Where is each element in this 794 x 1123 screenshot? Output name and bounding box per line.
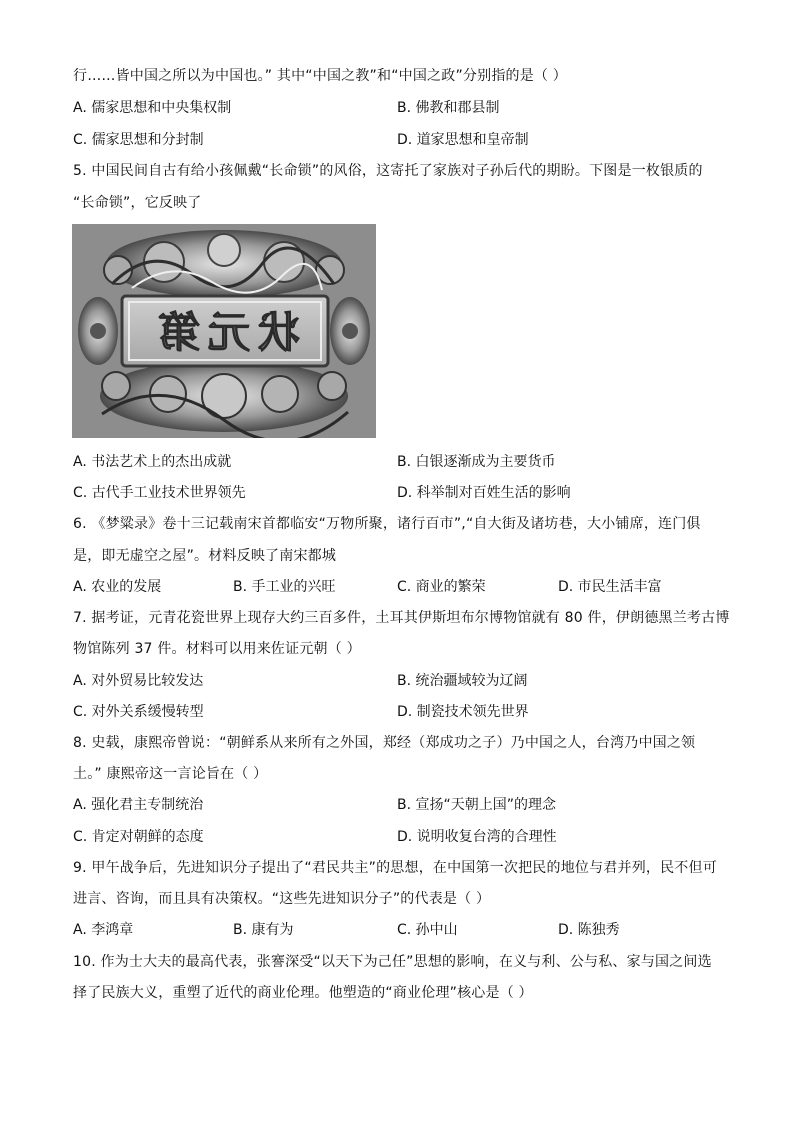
q7-stem-line-1: 7. 据考证，元青花瓷世界上现存大约三百多件，土耳其伊斯坦布尔博物馆就有 80 件，伊朗德黑兰考古博 xyxy=(73,610,730,626)
q6-option-a: A. 农业的发展 xyxy=(73,579,162,595)
q9-stem-line-2: 进言、咨询，而且具有决策权。“这些先进知识分子”的代表是（ ） xyxy=(73,891,491,907)
q6-option-b: B. 手工业的兴旺 xyxy=(233,579,336,595)
q7-stem-line-2: 物馆陈列 37 件。材料可以用来佐证元朝（ ） xyxy=(73,641,361,657)
q8-option-b: B. 宣扬“天朝上国”的理念 xyxy=(397,797,557,813)
q5-option-d: D. 科举制对百姓生活的影响 xyxy=(397,485,571,501)
q4-option-a: A. 儒家思想和中央集权制 xyxy=(73,100,232,116)
q5-option-b: B. 白银逐渐成为主要货币 xyxy=(397,454,556,470)
q7-option-b: B. 统治疆域较为辽阔 xyxy=(397,673,528,689)
q8-option-c: C. 肯定对朝鲜的态度 xyxy=(73,829,204,845)
q8-option-a: A. 强化君主专制统治 xyxy=(73,797,204,813)
q5-stem-line-2: “长命锁”，它反映了 xyxy=(73,195,202,211)
q6-stem-line-2: 是，即无虚空之屋”。材料反映了南宋都城 xyxy=(73,548,337,564)
dragon-ornament-top xyxy=(104,230,344,298)
q4-option-c: C. 儒家思想和分封制 xyxy=(73,132,204,148)
q6-option-c: C. 商业的繁荣 xyxy=(397,579,486,595)
q4-option-d: D. 道家思想和皇帝制 xyxy=(397,132,529,148)
q6-stem-line-1: 6. 《梦粱录》卷十三记载南宋首都临安“万物所聚，诸行百市”,“自大街及诸坊巷，大小铺席，连门俱 xyxy=(73,516,701,532)
silver-longevity-lock-image xyxy=(72,224,376,438)
q9-option-c: C. 孙中山 xyxy=(397,922,458,938)
q9-option-d: D. 陈独秀 xyxy=(558,922,620,938)
plate-inscription: 状元第 xyxy=(149,308,301,357)
q5-option-a: A. 书法艺术上的杰出成就 xyxy=(73,454,232,470)
q7-option-a: A. 对外贸易比较发达 xyxy=(73,673,204,689)
q9-option-a: A. 李鸿章 xyxy=(73,922,134,938)
q7-option-d: D. 制瓷技术领先世界 xyxy=(397,704,529,720)
q5-stem-line-1: 5. 中国民间自古有给小孩佩戴“长命锁”的风俗，这寄托了家族对子孙后代的期盼。下图是一枚银质的 xyxy=(73,163,703,179)
q4-stem-tail: 行……皆中国之所以为中国也。” 其中“中国之教”和“中国之政”分别指的是（ ） xyxy=(73,68,567,84)
q9-stem-line-1: 9. 甲午战争后，先进知识分子提出了“君民共主”的思想，在中国第一次把民的地位与君并列，民不但可 xyxy=(73,860,717,876)
q7-option-c: C. 对外关系缓慢转型 xyxy=(73,704,204,720)
q8-stem-line-1: 8. 史载，康熙帝曾说：“朝鲜系从来所有之外国，郑经（郑成功之子）乃中国之人，台湾乃中国之领 xyxy=(73,735,696,751)
q10-stem-line-2: 择了民族大义，重塑了近代的商业伦理。他塑造的“商业伦理”核心是（ ） xyxy=(73,985,533,1001)
q9-option-b: B. 康有为 xyxy=(233,922,294,938)
q8-option-d: D. 说明收复台湾的合理性 xyxy=(397,829,557,845)
q5-option-c: C. 古代手工业技术世界领先 xyxy=(73,485,246,501)
longevity-lock-illustration xyxy=(72,224,376,438)
q8-stem-line-2: 土。” 康熙帝这一言论旨在（ ） xyxy=(73,766,268,782)
q4-option-b: B. 佛教和郡县制 xyxy=(397,100,500,116)
q10-stem-line-1: 10. 作为士大夫的最高代表，张謇深受“以天下为己任”思想的影响，在义与利、公与私、家与国之间选 xyxy=(73,954,712,970)
q6-option-d: D. 市民生活丰富 xyxy=(558,579,662,595)
